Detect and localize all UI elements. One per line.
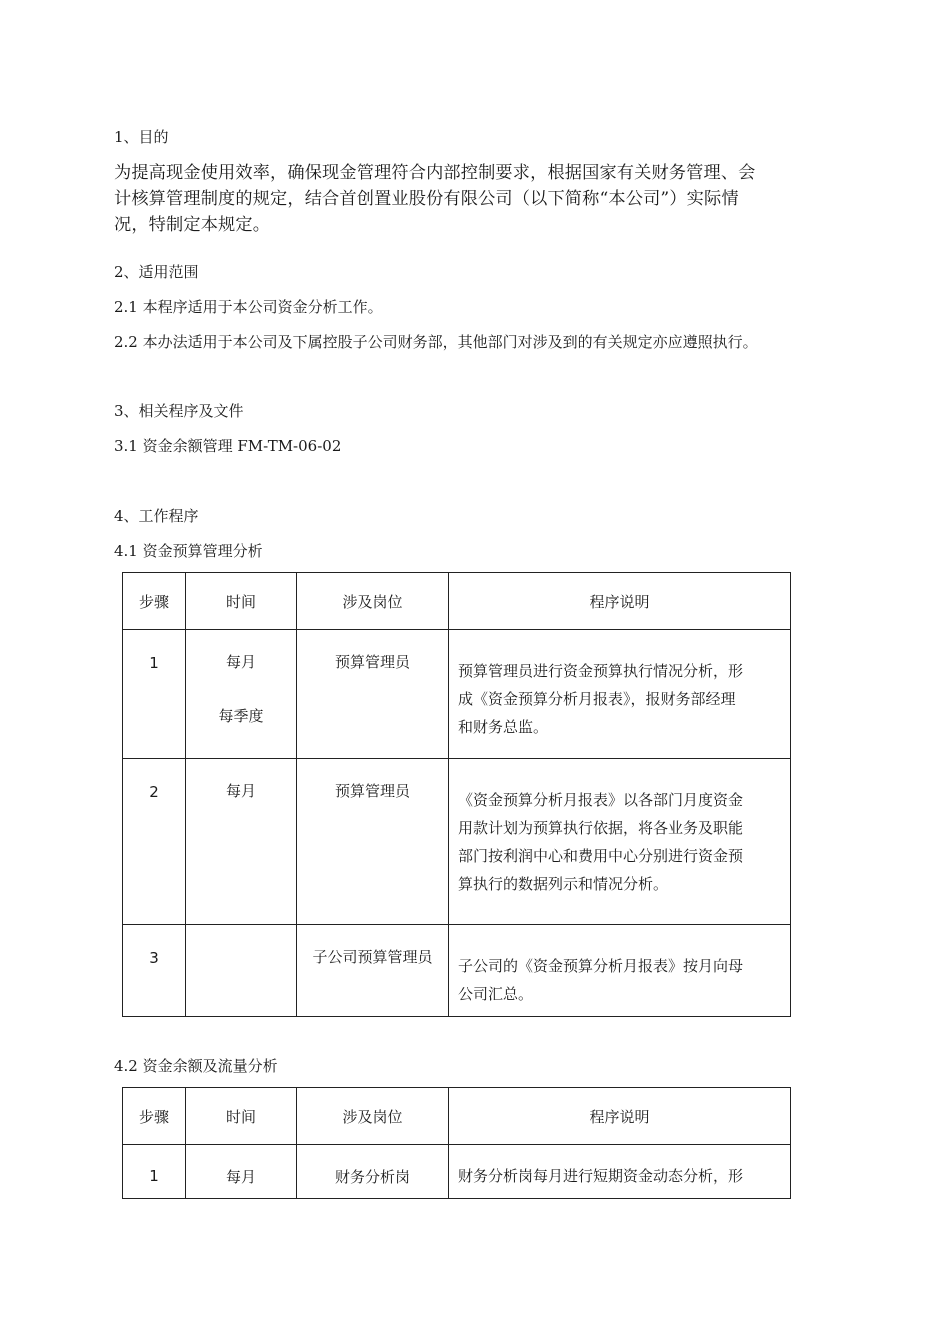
time-value: 每月 — [225, 653, 256, 671]
role-cell: 子公司预算管理员 — [297, 925, 449, 1017]
header-role: 涉及岗位 — [297, 1088, 449, 1145]
role-cell: 预算管理员 — [297, 630, 449, 759]
paragraph-line: 为提高现金使用效率，确保现金管理符合内部控制要求，根据国家有关财务管理、会 — [114, 163, 756, 183]
role-cell: 财务分析岗 — [297, 1145, 449, 1199]
time-value: 每季度 — [218, 707, 264, 725]
header-desc: 程序说明 — [449, 1088, 791, 1145]
description-cell — [449, 925, 791, 1017]
time-value: 每月 — [225, 1168, 256, 1186]
procedure-table-4-1 — [122, 572, 791, 1017]
paragraph-line: 计核算管理制度的规定，结合首创置业股份有限公司（以下简称“本公司”）实际情 — [114, 189, 739, 209]
description-line: 公司汇总。 — [458, 985, 534, 1003]
description-cell — [449, 630, 791, 759]
subsection-4-2-title: 4.2 资金余额及流量分析 — [114, 1057, 278, 1075]
header-step: 步骤 — [123, 1088, 186, 1145]
header-time: 时间 — [186, 1088, 297, 1145]
table-row — [123, 759, 791, 925]
section-4-heading: 4、工作程序 — [114, 507, 199, 525]
description-line: 《资金预算分析月报表》以各部门月度资金 — [458, 791, 744, 809]
table-header-row — [123, 1088, 791, 1145]
header-time: 时间 — [186, 573, 297, 630]
section-3-item-1: 3.1 资金余额管理 FM-TM-06-02 — [114, 437, 342, 455]
time-cell — [186, 925, 297, 1017]
description-line: 部门按利润中心和费用中心分别进行资金预 — [458, 847, 744, 865]
description-line: 财务分析岗每月进行短期资金动态分析，形 — [458, 1167, 744, 1185]
section-1-paragraph — [114, 160, 826, 238]
step-number: 3 — [123, 925, 186, 1017]
time-cell — [186, 1145, 297, 1199]
step-number: 2 — [123, 759, 186, 925]
time-value: 每月 — [225, 782, 256, 800]
role-cell: 预算管理员 — [297, 759, 449, 925]
table-header-row — [123, 573, 791, 630]
table-row — [123, 630, 791, 759]
procedure-table-4-2 — [122, 1087, 791, 1199]
description-line: 和财务总监。 — [458, 718, 549, 736]
time-cell — [186, 759, 297, 925]
section-3-heading: 3、相关程序及文件 — [114, 402, 244, 420]
description-cell — [449, 759, 791, 925]
description-line: 算执行的数据列示和情况分析。 — [458, 875, 669, 893]
description-cell — [449, 1145, 791, 1199]
step-number: 1 — [123, 1145, 186, 1199]
section-2-item-1: 2.1 本程序适用于本公司资金分析工作。 — [114, 298, 383, 316]
description-line: 成《资金预算分析月报表》，报财务部经理 — [458, 690, 736, 708]
time-cell — [186, 630, 297, 759]
header-desc: 程序说明 — [449, 573, 791, 630]
table-row — [123, 1145, 791, 1199]
section-2-item-2: 2.2 本办法适用于本公司及下属控股子公司财务部，其他部门对涉及到的有关规定亦应遵照执行。 — [114, 333, 758, 351]
table-row — [123, 925, 791, 1017]
description-line: 预算管理员进行资金预算执行情况分析，形 — [458, 662, 744, 680]
step-number: 1 — [123, 630, 186, 759]
header-role: 涉及岗位 — [297, 573, 449, 630]
description-line: 用款计划为预算执行依据，将各业务及职能 — [458, 819, 744, 837]
paragraph-line: 况，特制定本规定。 — [114, 215, 271, 235]
subsection-4-1-title: 4.1 资金预算管理分析 — [114, 542, 263, 560]
section-1-heading: 1、目的 — [114, 128, 169, 146]
description-line: 子公司的《资金预算分析月报表》按月向母 — [458, 957, 744, 975]
header-step: 步骤 — [123, 573, 186, 630]
section-2-heading: 2、适用范围 — [114, 263, 199, 281]
